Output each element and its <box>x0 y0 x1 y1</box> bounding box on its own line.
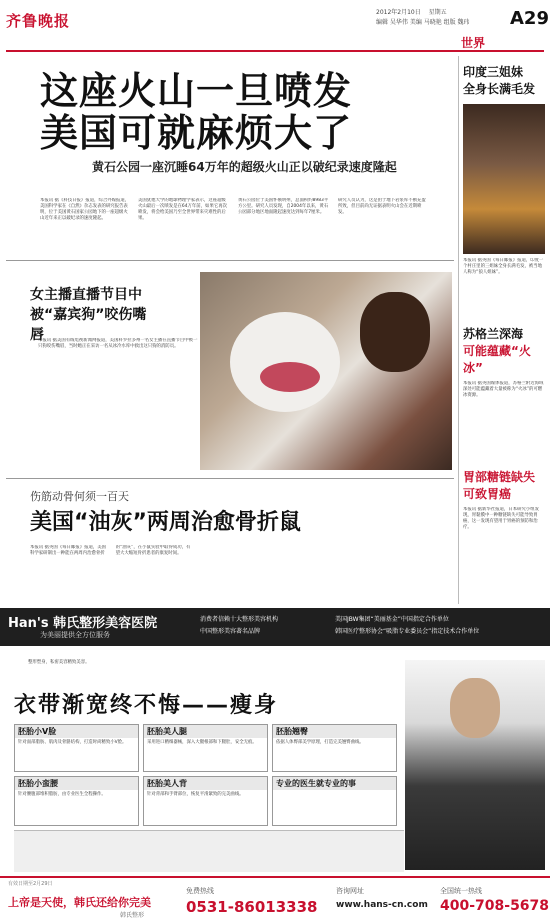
ad-box3-title: 胚胎翘臀 <box>273 725 396 738</box>
ad-box1 <box>14 724 139 772</box>
ad-model-photo <box>405 660 545 870</box>
ad-box1-title: 胚胎小V脸 <box>15 725 138 738</box>
ad-clinic-strip <box>14 830 404 872</box>
header-rule <box>6 50 544 52</box>
ad-intro: 整形塑身，私密美容精致美容。 <box>28 660 90 665</box>
sisters-photo <box>463 104 545 254</box>
side-item3-title-line2: 可致胃癌 <box>463 487 512 501</box>
main-headline-line2: 美国可就麻烦大了 <box>40 111 353 155</box>
sidebar <box>458 56 546 604</box>
ad-phone2[interactable]: 400-708-5678 <box>440 898 550 914</box>
side-item1-title-line2: 全身长满毛发 <box>463 82 536 96</box>
editors-line: 编辑 吴华伟 美编 马晓艳 组版 魏玮 <box>376 19 470 26</box>
story2-title-line2: 被“嘉宾狗”咬伤嘴唇 <box>30 307 147 343</box>
ad-box5-title: 胚胎美人背 <box>144 777 267 790</box>
side-item2-subtitle: 可能蕴藏“火冰” <box>463 344 531 375</box>
ad-box4-title: 胚胎小蛮腰 <box>15 777 138 790</box>
header-meta <box>376 8 516 28</box>
ad-box4-body: 针对腰腹部堆积脂肪，由专业医生全程操作。 <box>18 792 106 797</box>
ad-box2-body: 采用进口精细器械，深入大腿根部和下腿肚，安全无痕。 <box>147 740 257 745</box>
ad-cert1: 消费者信赖十大整形美容机构 <box>200 616 279 623</box>
page-number: A29 <box>510 8 549 29</box>
ad-box2-title: 胚胎美人腿 <box>144 725 267 738</box>
ad-box4 <box>14 776 139 826</box>
ad-box2 <box>143 724 268 772</box>
ad-box6-title: 专业的医生就专业的事 <box>273 777 396 790</box>
ad-phone-label: 免费热线 <box>186 887 214 895</box>
story3-kicker: 伤筋动骨何须一百天 <box>30 490 129 503</box>
ad-box1-body: 针对面部脂肪、肌肉及骨骼结构，打造时尚精致小V脸。 <box>18 740 127 745</box>
main-body-col1: 本报讯 据《科技日报》报道，综合外媒报道，美国科学家在《自然》杂志发表的研究报告表明，位于美国黄石国家公园地下的一座超级火山近年来正以破纪录的速度隆起。 <box>40 198 130 221</box>
ad-url[interactable]: www.hans-cn.com <box>336 900 428 910</box>
issue-date: 2012年2月10日 <box>376 9 421 16</box>
story2-rule <box>6 478 454 479</box>
ad-box3 <box>272 724 397 772</box>
ad-box6 <box>272 776 397 826</box>
ad-header-band <box>0 608 550 646</box>
ad-phone2-label: 全国统一热线 <box>440 887 482 895</box>
main-rule <box>6 260 454 261</box>
dog-photo <box>200 272 452 470</box>
side-item2-title: 苏格兰深海 <box>463 327 524 341</box>
model-head-shape <box>450 678 500 738</box>
dog-mouth-shape <box>260 362 320 392</box>
ad-tagline: 为美丽提供全方位服务 <box>40 631 110 639</box>
ad-cert2: 中国整形美容著名品牌 <box>200 628 261 635</box>
ad-brand: Han's 韩氏整形美容医院 <box>8 616 158 631</box>
side-item1-body: 本报讯 据英国《每日邮报》报道，印度一个村庄里的三姐妹全身长满毛发，被当地人称为“狼人姐妹”。 <box>463 258 544 275</box>
section-name: 世界 <box>461 36 486 50</box>
ad-box5 <box>143 776 268 826</box>
ad-cert4: 韩国医疗整形协会“吸脂专业委员会”指定技术合作单位 <box>335 628 480 635</box>
ad-cert3: 美国JBW集团“美丽基金”中国指定合作单位 <box>335 616 449 623</box>
side-item2-body: 本报讯 据英国媒体报道，苏格兰附近海域深处可能蕴藏着大量被称为“火冰”的可燃冰资源。 <box>463 381 544 398</box>
main-story <box>10 70 450 260</box>
ad-bottom-slogan: 上帝是天使，韩氏还给你完美 <box>8 896 151 909</box>
newspaper-logo: 齐鲁晚报 <box>6 12 71 30</box>
ad-bottom-brand: 韩氏整形 <box>120 912 145 919</box>
main-subhead: 黄石公园一座沉睡64万年的超级火山正以破纪录速度隆起 <box>92 160 397 174</box>
ad-box5-body: 针对背部和手臂部位，恢复平滑紧致的完美曲线。 <box>147 792 244 797</box>
main-body-col4: 研究人员认为，这是由于地下岩浆库不断充盈所致，但目前尚无证据表明火山会在近期喷发。 <box>338 198 426 215</box>
story2-title-line1: 女主播直播节目中 <box>30 287 142 303</box>
side-item1-title-line1: 印度三姐妹 <box>463 65 524 79</box>
story2 <box>30 285 160 345</box>
side-item3-title-line1: 胃部糖链缺失 <box>463 470 536 484</box>
story3-body: 本报讯 据英国《每日邮报》报道，美国科学家研制出一种能在两周内治愈骨折的“油灰”，在小鼠实验中取得成功，有望大大缩短骨折患者的康复时间。 <box>30 545 191 556</box>
ad-phone[interactable]: 0531-86013338 <box>186 898 318 916</box>
main-body-col2: 美国犹他大学的地球物理学家表示，这座超级火山最后一次喷发是在64万年前，如果它再次喷发，将会给美国乃至全世界带来灾难性的后果。 <box>138 198 228 221</box>
story3-title: 美国“油灰”两周治愈骨折鼠 <box>30 510 301 535</box>
main-headline-line1: 这座火山一旦喷发 <box>40 69 353 113</box>
ad-bottom-bar <box>0 876 550 924</box>
anchor-head-shape <box>360 292 430 372</box>
issue-weekday: 星期五 <box>428 9 447 16</box>
side-item3-body: 本报讯 据新华社报道，日本研究小组发现，胃黏膜中一种糖链缺失可能导致胃癌，这一发现有望用于胃癌的预防和治疗。 <box>463 507 540 530</box>
ad-slogan: 衣带渐宽终不悔——瘦身 <box>14 693 279 718</box>
main-body-col3: 黄石公园位于美国怀俄明州，总面积约8983平方公里。研究人员发现，自2004年以来，黄石公园部分地区地面隆起速度达到每年7厘米。 <box>238 198 329 215</box>
ad-box3-body: 依据人体臀部美学原理，打造完美翘臀曲线。 <box>276 740 364 745</box>
ad-bottom-note: 有效日期至2月29日 <box>8 881 53 887</box>
story2-body: 本报讯 据美国有线电视新闻网报道，美国科罗拉多州一名女主播在直播节目中被一只狗咬伤嘴唇，当时她正在采访一名从冰冷水库中救出这只狗的消防员。 <box>38 338 198 349</box>
ad-website-label: 咨询网址 <box>336 887 364 895</box>
